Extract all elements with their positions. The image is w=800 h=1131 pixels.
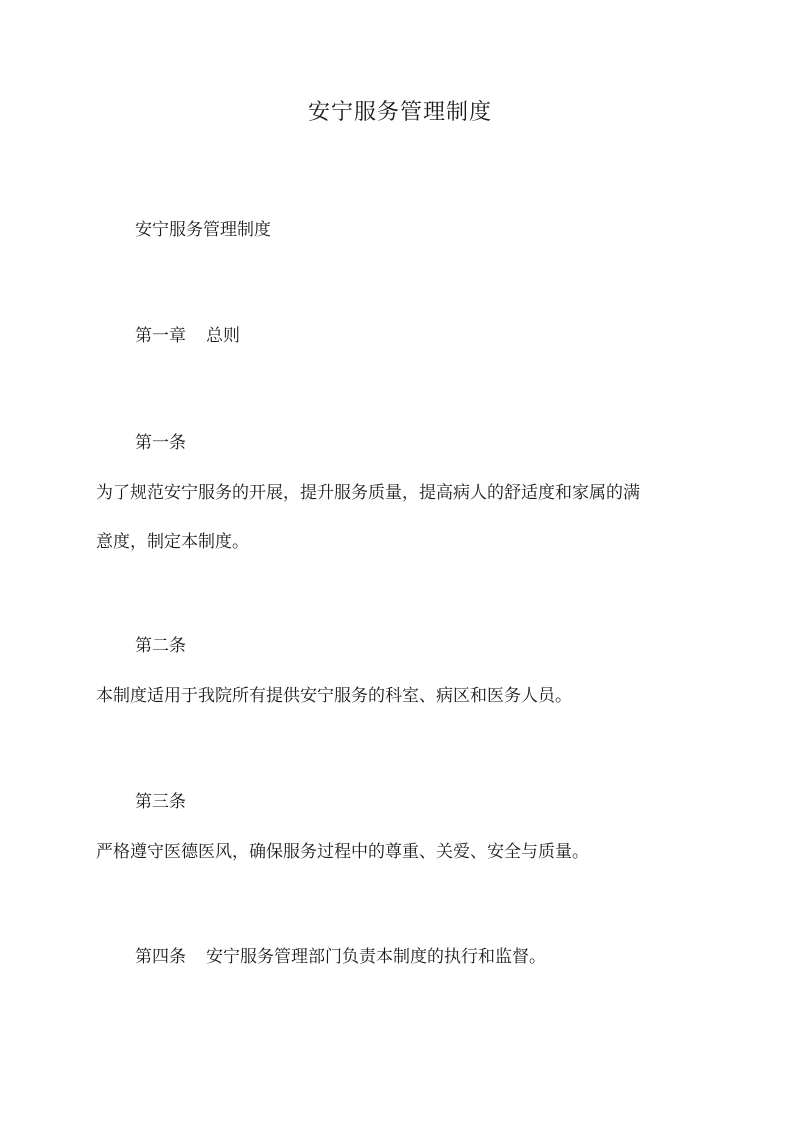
document-subtitle: 安宁服务管理制度	[135, 220, 271, 240]
chapter-name: 总则	[206, 326, 240, 346]
document-title: 安宁服务管理制度	[307, 100, 492, 125]
chapter-number: 第一章	[135, 326, 186, 346]
article-2-heading: 第二条	[135, 636, 186, 656]
article-3-text-line-1: 严格遵守医德医风，确保服务过程中的尊重、关爱、安全与质量。	[96, 842, 589, 862]
article-4-text-line-1: 安宁服务管理部门负责本制度的执行和监督。	[206, 947, 546, 967]
article-1-text-line-2: 意度，制定本制度。	[96, 532, 249, 552]
article-1-text-line-1: 为了规范安宁服务的开展，提升服务质量，提高病人的舒适度和家属的满	[96, 483, 640, 503]
chapter-heading	[135, 324, 240, 348]
article-1-heading: 第一条	[135, 433, 186, 453]
article-4-line	[135, 945, 546, 969]
article-4-heading: 第四条	[135, 947, 186, 967]
article-2-text-line-1: 本制度适用于我院所有提供安宁服务的科室、病区和医务人员。	[96, 686, 572, 706]
article-3-heading: 第三条	[135, 792, 186, 812]
